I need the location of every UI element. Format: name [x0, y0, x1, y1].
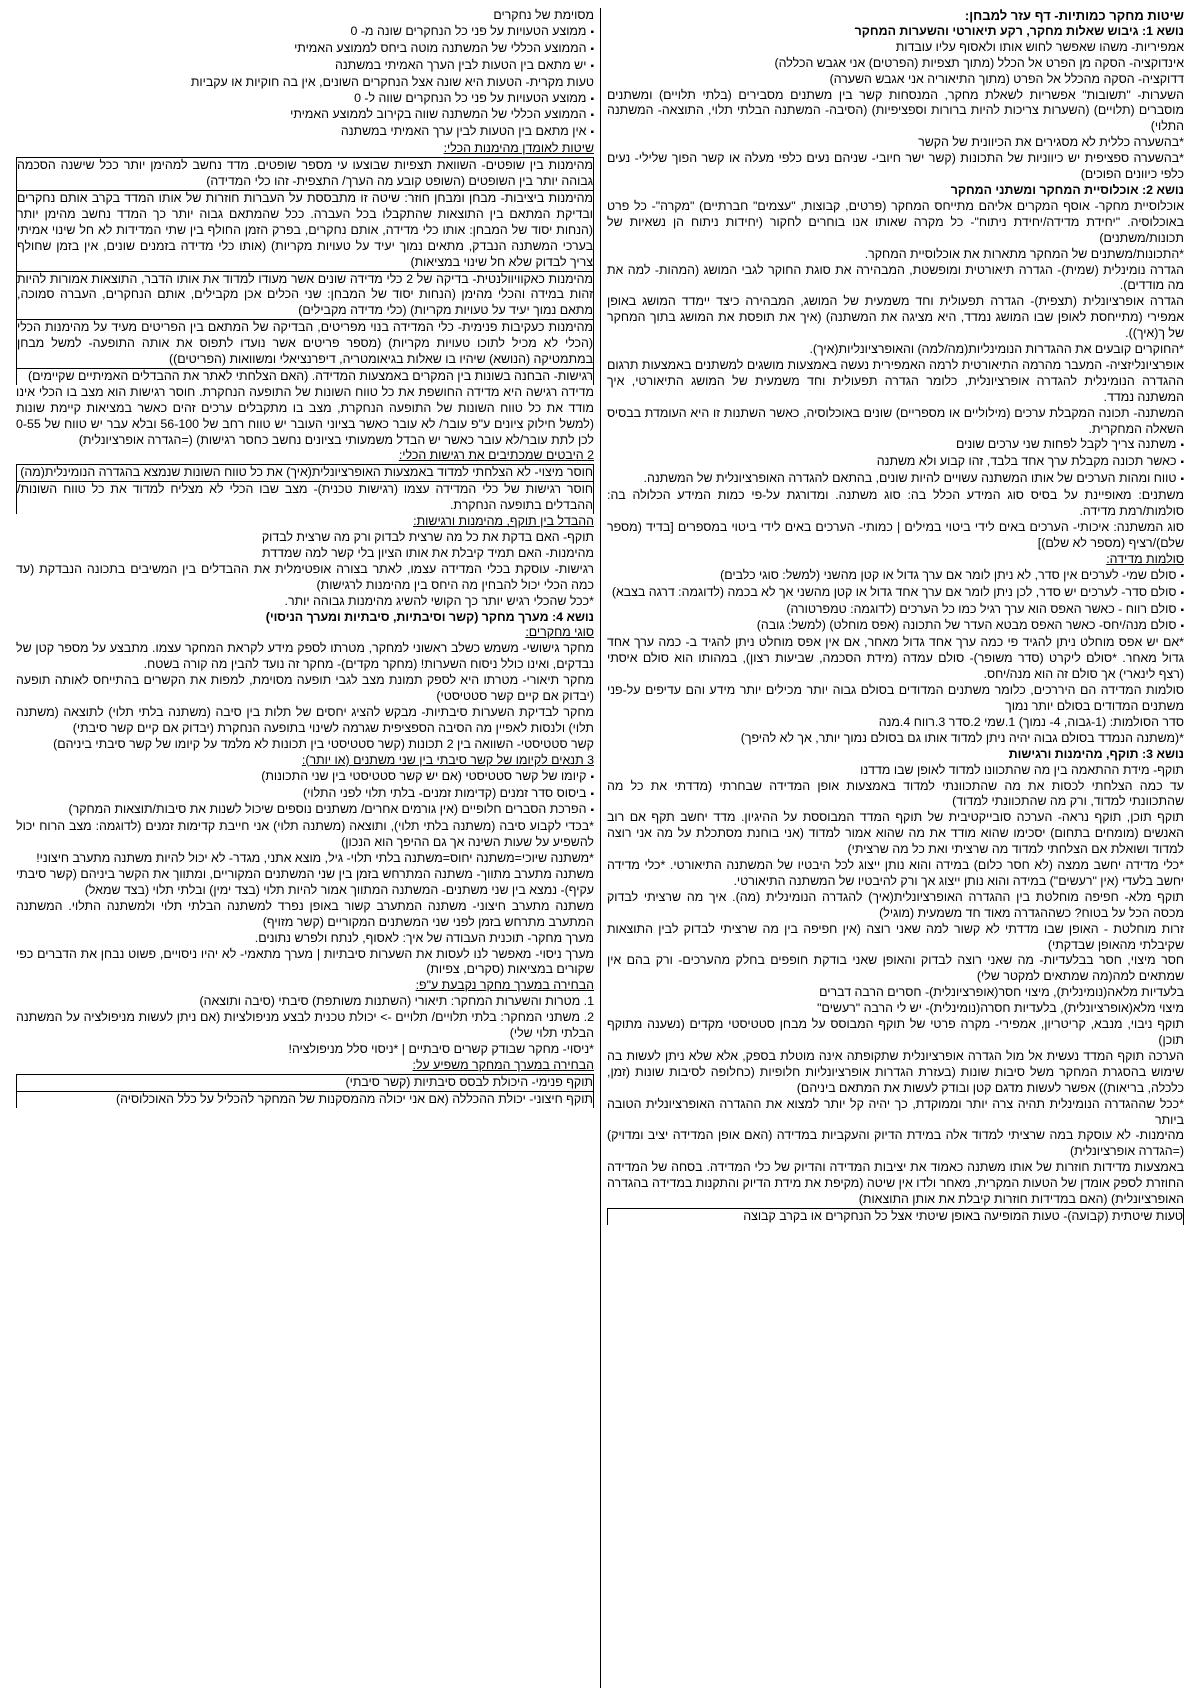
bullet-item: ▪ כאשר תכונה מקבלת ערך אחד בלבד, זהו קבוע ולא משתנה [607, 454, 1184, 471]
bullet-item: ▪ הממוצע הכללי של המשתנה מוטה ביחס לממוצע האמיתי [16, 41, 594, 58]
text-line: *(משתנה הנמדד בסולם גבוה יהיה ניתן למדוד אותו גם בסולם נמוך יותר, אך לא להיפך) [740, 730, 1184, 745]
text-line: *התכונות/משתנים של המחקר מתארות את אוכלוסיית המחקר. [864, 246, 1184, 261]
definition-box: מהימנות ביציבות- מבחן ומבחן חוזר: שיטה זו מתבססת על העברות חוזרות של אותו המדד בקרב אותם נחקרים ובדיקת המתאם בין התוצאות שהתקבלו בכל העברה. ככל שהמתאם גבוה יותר כך המדד נחשב מהימן יותר (הנחות יסוד של המבחן: אותו כלי מדידה, אותם נחקרים, בפרק הזמן החולף בין שתי המדידות לא חל שינוי אמיתי בערכי המשתנה הנבדק, מתאים נמוך יעיד על טעויות מקריות) (אותו כלי מדידה בזמנים שונים, אין בזמן שחולף צריך לבדוק שלא חל שינוי במציאות) [17, 190, 593, 269]
bullet-item: ▪ סולם שמי- לערכים אין סדר, לא ניתן לומר אם ערך גדול או קטן מהשני (למשל: סוגי כלבים) [607, 568, 1184, 585]
text-line: *ניסוי- מחקר שבודק קשרים סיבתיים | *ניסוי סלל מניפולציה! [288, 1042, 594, 1056]
text-line: תוקף- האם בדקת את כל מה שרצית לבדוק ורק מה שרצית לבדוק [261, 530, 594, 544]
text-line: בלעדיות מלאה(נומינלית), מיצוי חסר(אופרציונלית)- חסרים הרבה דברים [819, 985, 1184, 1000]
right-column [600, 8, 1190, 1688]
subheading: סוגי מחקרים: [525, 625, 594, 640]
text-line: השערות- "תשובות" אפשריות לשאלת מחקר, המנסחות קשר בין משתנים מסבירים (בלתי תלויים) ומשתנים מוסברים (תלויים) (השערות צריכות להיות ברורות וספציפיות) (הסיבה- המשתנה הבלתי תלוי, התוצאה- המשתנה התלוי) [607, 87, 1184, 134]
text-line: אינדוקציה- הסקה מן הפרט אל הכלל (מתוך תצפיות (הפרטים) אני אגבש הכללה) [774, 55, 1184, 70]
definition-box: טעות שיטתית (קבועה)- טעות המופיעה באופן שיטתי אצל כל הנחקרים או בקרב קבוצה [607, 1208, 1184, 1225]
text-line: מסוימת של נחקרים [493, 8, 594, 22]
definition-box: תוקף פנימי- היכולת לבסס סיבתיות (קשר סיבתי) [16, 1074, 594, 1091]
text-line: רגישות- עוסקת בכלי המדידה עצמו, לאתר בצורה אופטימלית את ההבדלים בין המשיבים בתכונה הנבדקת (עד כמה הכלי יכול להבחין מה היחס בין מהימנות לרגישות) [16, 561, 594, 592]
bullet-item: ▪ טווח ומהות הערכים של אותו המשתנה עשויים להיות שונים, בהתאם להגדרה האופרציונלית של המשתנה. [607, 471, 1184, 488]
section-heading: נושא 1: גיבוש שאלות מחקר, רקע תיאורטי והשערות המחקר [854, 23, 1184, 38]
bullet-item: ▪ יש מתאם בין הטעות לבין הערך האמיתי במשתנה [16, 58, 594, 75]
text-line: מחקר תיאורי- מטרתו היא לספק תמונת מצב לגבי תופעה מסוימת, למפות את הקשרים בהתייחס לאותה תופעה (יבדוק אם קיים קשר סטטיסטי) [16, 673, 594, 704]
bullet-item: ▪ סולם רווח - כאשר האפס הוא ערך רגיל כמו כל הערכים (לדוגמה: טמפרטורה) [607, 602, 1184, 619]
text-line: מיצוי מלא(אופרציונלית), בלעדיות חסרה(נומינלית)- יש לי הרבה "רעשים" [817, 1001, 1184, 1016]
text-line: *החוקרים קובעים את ההגדרות הנומינליות(מה/למה) והאופרציונליות(איך). [809, 342, 1184, 357]
text-line: אוכלוסיית מחקר- אוסף המקרים אליהם מתייחס המחקר (פרטים, קבוצות, "עצמים" חברתיים) "מקרה"- כל פרט באוכלוסיה. "יחידת מדידה/יחידת ניתוח"- כל מקרה שאותו אנו בוחרים לחקור (יחידות ניתוח הן נשאיות של תכונות/משתנים) [607, 198, 1184, 245]
bullet-item: ▪ הממוצע הכללי של המשתנה שווה בקירוב לממוצע האמיתי [16, 107, 594, 124]
subheading: ההבדל בין תוקף, מהימנות ורגישות: [413, 514, 594, 529]
right-column-content [607, 24, 1184, 1225]
left-column [10, 8, 600, 1688]
left-column-content [16, 8, 594, 1108]
text-line: סולמות המדידה הם היררכים, כלומר משתנים המדודים בסולם גבוה יותר מכילים יותר מידע והם עדיפים על-פני משתנים המדודים בסולם יותר נמוך [607, 683, 1184, 713]
bullet-item: ▪ הפרכת הסברים חלופיים (אין גורמים אחרים/ משתנים נוספים שיכול לשנות את סיבות/תוצאות המחקר) [16, 802, 594, 819]
text-line: מערך ניסוי- מאפשר לנו לעסות את השערות סיבתיות | מערך מתאמי- לא יהיו ניסויים, פשוט נבחן את הדברים כפי שקורים במציאות (סקרים, צפיות) [16, 946, 594, 977]
definition-box: חוסר רגישות של כלי המדידה עצמו (רגישות טכנית)- מצב שבו הכלי לא מצליח למדוד את כל טווח השונות/ ההבדלים בתופעה הנחקרת. [17, 482, 593, 513]
text-line: 2. משתני המחקר: בלתי תלויים/ תלויים -> יכולת טכנית לבצע מניפולציות (אם ניתן לעשות מניפולציה על המשתנה הבלתי תלוי שלי) [16, 1010, 594, 1041]
subheading: סולמות מדידה: [1106, 551, 1184, 566]
bullet-item: ▪ אין מתאם בין הטעות לבין ערך האמיתי במשתנה [16, 124, 594, 141]
text-line: דדוקציה- הסקה מהכלל אל הפרט (מתוך התיאוריה אני אגבש השערה) [829, 71, 1184, 86]
bullet-item: ▪ קיומו של קשר סטטיסטי (אם יש קשר סטטיסטי בין שני התכונות) [16, 769, 594, 786]
page [10, 8, 1190, 1688]
text-line: *בהשערה כללית לא מסגירים את הכיוונית של הקשר [918, 135, 1184, 150]
bullet-item: ▪ סולם סדר- לערכים יש סדר, לכן ניתן לומר אם ערך אחד גדול או קטן מהשני אך לא בכמה (לדוגמה: דרגה בצבא) [607, 585, 1184, 602]
bullet-item: ▪ משתנה צריך לקבל לפחות שני ערכים שונים [607, 437, 1184, 454]
text-line: אמפיריות- משהו שאפשר לחוש אותו ולאסוף עליו עובדות [895, 39, 1184, 54]
text-line: *כלי מדידה יחשב ממצה (לא חסר כלום) במידה והוא נותן ייצוג לכל היבטיו של המשתנה התיאורטי. *כלי מדידה יחשב בלעדי (אין "רעשים") במידה והוא נותן ייצוג אך ורק להיבטיו של המשתנה התיאורטי. [607, 858, 1184, 888]
text-line: אופרציונליזציה- המעבר מהרמה התיאורטית לרמה האמפירית נעשה באמצעות מושגים למשתנים באמצעות תרגום ההגדרה הנומינלית להגדרה אופרציונלית, כלומר הגדרה תפעולית וחד משמעית של המושג התיאורטי, איך המשתנה נמדד. [607, 357, 1184, 404]
text-line: חסר מיצוי, חסר בבלעדיות- מה שאני רוצה לבדוק והאופן שאני בודקת חופפים בחלק מהערכים- ורק בהם אין שמתאים למה(מה שמתאים למקטר שלי) [607, 953, 1184, 984]
text-line: מהימנות- האם תמיד קיבלת את אותו הציון בלי קשר למה שמדדת [262, 545, 594, 560]
bullet-item: ▪ ממוצע הטעויות על פני כל הנחקרים שווה ל- 0 [16, 91, 594, 108]
text-line: משתנים: מאופיינת על בסיס סוג המידע הכלל בה: סוג משתנה. ומדורגת על-פי כמות המידע הכלולה בה: סולמות/רמת מדידה. [607, 488, 1184, 519]
text-line: *בכדי לקבוע סיבה (משתנה בלתי תלוי), ותוצאה (משתנה תלוי) אני חייבת קדימות זמנים (לדוגמה: מצב הרוח יכול להשפיע על שעות השינה אך גם ההיפך הוא הנכון) [16, 819, 594, 850]
bullet-item: ▪ סולם מנה/יחס- כאשר האפס מבטא העדר של התכונה (אפס מוחלט) (למשל: גובה) [607, 618, 1184, 635]
subheading: 3 תנאים לקיומו של קשר סיבתי בין שני משתנים (או יותר): [301, 752, 594, 767]
text-line: סוג המשתנה: איכותי- הערכים באים לידי ביטוי במילים | כמותי- הערכים באים לידי ביטוי במספרים [בדיד (מספר שלם)/רציף (מספר לא שלם)] [607, 520, 1184, 550]
text-line: מדידה רגישה היא מדידה החושפת את כל טווח השונות של התופעה הנחקרת. חוסר רגישות הוא מצב בו הכלי אינו מודד את כל טווח השונות של התופעה הנחקרת, מצב בו מתקבלים ערכים זהים כאשר במציאות קיימת שונות (למשל חילוק ציונים ע"פ עובר/ לא עובר כאשר בציוני העובר יש טווח רחב של 56-100 ובלא עבר יש טווח של 0-55 לכן לתת עובר/לא עובר כאשר יש הבדל משמעותי בציונים נחשב כחסר רגישות) (=הגדרה אופרציונלית) [16, 384, 595, 447]
text-line: זרות מוחלטת - האופן שבו מדדתי לא קשור למה שאני רוצה (אין חפיפה בין מה שרציתי לבדוק לבין התוצאות שקיבלתי מהאופן שבדקתי) [607, 921, 1184, 952]
text-line: המשתנה- תכונה המקבלת ערכים (מילוליים או מספריים) שונים באוכלוסיה, כאשר השתנות זו היא העומדת בבסיס השאלה המחקרית. [607, 405, 1184, 436]
bullet-item: ▪ ביסוס סדר זמנים (קדימות זמנים- בלתי תלוי לפני התלוי) [16, 786, 594, 803]
text-line: מהימנות- לא עוסקת במה שרציתי למדוד אלה במידת הדיוק והעקביות במדידה (האם אופן המדידה יציב ומדויק) (=הגדרה אופרציונלית) [607, 1128, 1184, 1159]
section-heading: נושא 2: אוכלוסיית המחקר ומשתני המחקר [950, 182, 1184, 197]
text-line: הערכה תוקף המדד נעשית אל מול הגדרה אופרציונלית שתקופתה אינה מוטלת בספק, אלא שלא ניתן לעשות בה שימוש בהסגרת המחקר משל סיבות שונות (בעזרת הגדרות אופרציונליות חלופיות (כחלופה לסיבות שונות (זמן, כלכלה, בריאות)) אפשר לעשות מדגם קטן ובודק לעשות את המתאם ביניהם) [607, 1048, 1184, 1095]
text-line: *אם יש אפס מוחלט ניתן להגיד פי כמה ערך אחד גדול מאחר, אם אין אפס מוחלט ניתן להגיד ב- כמה ערך אחד גדול מאחר. *סולם ליקרט (סדר משופר)- סולם עמדה (מידת הסכמה, שביעות רצון), במהותו הוא סולם איסתי (רצף לינארי) אך סולם זה הוא מנה/יחס. [607, 635, 1184, 682]
text-line: *ככל שההגדרה הנומינלית תהיה צרה יותר וממוקדת, כך יהיה קל יותר למצוא את ההגדרה האופרציונלית הטובה ביותר [607, 1096, 1184, 1127]
subheading: שיטות לאומדן מהימנות הכלי: [443, 141, 594, 156]
definition-box: חוסר מיצוי- לא הצלחתי למדוד באמצעות האופרציונלית(איך) את כל טווח השונות שנמצא בהגדרה הנומינלית(מה) [16, 464, 594, 481]
text-line: תוקף ניבוי, מנבא, קריטריון, אמפירי- מקרה פרטי של תוקף המבוסס על מבחן סטטיסטי מקדים (נשענה מתוקף תוכן) [607, 1017, 1184, 1047]
text-line: *ככל שהכלי רגיש יותר כך הקושי להשיג מהימנות גבוהה יותר. [284, 593, 594, 608]
text-line: הגדרה נומינלית (שמית)- הגדרה תיאורטית ומופשטת, המבהירה את סוגת החוקר לגבי המושג (המהות- למה את מה מודדים). [607, 262, 1184, 293]
text-line: תוקף- מידת ההתאמה בין מה שהתכוונו למדוד לאופן שבו מדדנו [860, 762, 1184, 777]
subheading: הבחירה במערך המחקר משפיע על: [412, 1057, 594, 1072]
text-line: תוקף תוכן, תוקף נראה- הערכה סובייקטיבית של תוקף המדד המבוססת על ההיגיון. מדד יחשב תקף אם רוב האנשים (מומחים בתחום) יסכימו שהוא מודד את מה שהוא אמור למדוד (אני בוחנת מסתכלת על מה אני רוצה למדוד ושואלת אם הצלחתי למדוד מה שרציתי ואת כל מה שרציתי) [607, 810, 1184, 857]
text-line: באמצעות מדידות חוזרות של אותו משתנה כאמוד את יציבות המדידה והדיוק של כלי המדידה. בסחה של המדידה החוזרת לספק אומדן של הטעות המקרית, מאחר ולדו אין שיטה (מקיפת את מידת הדיוק והתקנות במדידה בהגדרה האופרציונלית) (האם במדידות חוזרות קיבלת את אותן התוצאות) [607, 1160, 1184, 1207]
definition-box: תוקף חיצוני- יכולת ההכללה (אם אני יכולה מהמסקנות של המחקר להכליל על כלל האוכלוסיה) [16, 1091, 594, 1108]
text-line: מערך מחקר- תוכנית העבודה של איך: לאסוף, לנתח ולפרש נתונים. [254, 930, 594, 945]
text-line: 1. מטרות והשערות המחקר: תיאורי (השתנות משותפת) סיבתי (סיבה ותוצאה) [199, 994, 594, 1009]
text-line: מחקר גישושי- משמש כשלב ראשוני למחקר, מטרתו לספק מידע לקראת המחקר עצמו. מתבצע על מספר קטן של נבדקים, ואינו כולל ניסוח השערות! (מחקר מקדים)- מחקר זה נועד להבין מה קורה בשטח. [16, 641, 594, 672]
definition-box: מהימנות בין שופטים- השוואת תצפיות שבוצעו עי מספר שופטים. מדד נחשב למהימן יותר ככל שישנה הסכמה גבוהה יותר בין השופטים (השופט קובע מה הערך/ התצפית- זהו כלי המדידה) [17, 158, 593, 189]
text-line: הגדרה אופרציונלית (תצפית)- הגדרה תפעולית וחד משמעית של המושג, המבהירה כיצד יימדד המושג באופן אמפירי (מתייחסת לאופן שבו המושג נמדד, היא מציגה את המשתנה) (איך את תופסת את המושג בתוך המחקר של ך(איך)). [607, 294, 1184, 341]
definition-box: מהימנות כעקיבות פנימית- כלי המדידה בנוי מפריטים, הבדיקה של המתאם בין הפריטים מעיד על מהימנות הכלי (הכלי לא מכיל לתוכו טעויות מקריות) (מספר פריטים אשר נועדו לתפוס את אותה התופעה- למשל מבחן במתמטיקה (הנושא) שיהיו בו שאלות בגיאומטריה, דיפרנציאלי ומשוואות (הפריטים)) [17, 320, 593, 367]
text-line: תוקף מלא- חפיפה מוחלטת בין ההגדרה האופרציונלית(איך) להגדרה הנומינלית (מה). איך מה שרציתי לבדוק מכסה הכל על בטוח? כשההגדרה מאוד חד משמעית (מוגיל) [607, 889, 1184, 920]
definition-box: מהימנות כאקוויוולנטית- בדיקה של 2 כלי מדידה שונים אשר מעודו למדוד את אותו הדבר, התוצאות אמורות להיות זהות במידה והכלי מהימן (הנחות יסוד של המבחן: שני הכלים אכן מקבילים, אותם הנחקרים, העברה סמוכה, מתאם נמוך יעיד על טעויות מקריות) (כלי מדידה מקבילים) [17, 271, 594, 318]
text-line: קשר סטטיסטי- השוואה בין 2 תכונות (קשר סטטיסטי בין תכונות לא מלמד על קיומו של קשר סיבתי ביניהם) [53, 736, 594, 751]
text-line: משתנה מתערב חיצוני- משתנה המתערב קשור באופן נפרד למשתנה הבלתי תלוי ולמשתנה התלוי. המשתנה המתערב מתרחש בזמן לפני שני המשתנים המקוריים (קשר מזויף) [16, 898, 594, 929]
definition-box: רגישות- הבחנה בשונות בין המקרים באמצעות המדידה. (האם הצלחתי לאתר את ההבדלים האמיתיים שקיימים) [16, 368, 594, 385]
text-line: משתנה מתערב מתווך- משתנה המתרחש בזמן בין שני המשתנים המקוריים, ומתווך את הקשר ביניהם (קשר סיבתי עקיף)- נמצא בין שני משתנים- המשתנה המתווך אמור להיות תלוי (בצד ימין) ובלתי תלוי (בצד שמאל) [16, 867, 594, 897]
subheading: הבחירה במערך מחקר נקבעת ע"פ: [415, 978, 594, 993]
text-line: מחקר לבדיקת השערות סיבתיות- מבקש להציג יחסים של תלות בין סיבה (משתנה בלתי תלוי) לתוצאה (משתנה תלוי) ולנסות לאפיין מה הסיבה הספציפית שגרמה לשינוי בתופעה הנחקרת (יבדוק אם קיים קשר סיבתי) [16, 704, 594, 735]
text-line: *משתנה שיוכי=משתנה יחוס=משתנה בלתי תלוי- גיל, מוצא אתני, מגדר- לא יכול להיות משתנה מתערב חיצוני! [36, 851, 594, 866]
text-line: עד כמה הצלחתי לכסות את מה שהתכוונתי למדוד באמצעות אופן המדידה שבחרתי (מדדתי את כל מה שהתכוונתי למדוד, ורק מה שהתכוונתי למדוד) [607, 778, 1184, 809]
section-heading: נושא 3: תוקף, מהימנות ורגישות [1008, 746, 1184, 761]
subheading: 2 היבטים שמכתיבים את רגישות הכלי: [398, 448, 594, 463]
page-title: שיטות מחקר כמותיות- דף עזר למבחן: [964, 8, 1184, 23]
text-line: סדר הסולמות: (1-גבוה, 4- נמוך) 1.שמי 2.סדר 3.רווח 4.מנה [878, 714, 1184, 729]
text-line: טעות מקרית- הטעות היא שונה אצל הנחקרים השונים, אין בה חוקיות או עקביות [190, 74, 594, 89]
text-line: *בהשערה ספציפית יש כיווניות של התכונות (קשר ישר חיובי- שניהם נעים כלפי מעלה או קשר הפוך שלילי- נעים כלפי כיוונים הפוכים) [607, 151, 1184, 182]
bullet-item: ▪ ממוצע הטעויות על פני כל הנחקרים שונה מ- 0 [16, 24, 594, 41]
section-heading: נושא 4: מערך מחקר (קשר וסיבתיות, סיבתיות ומערך הניסוי) [265, 609, 594, 624]
